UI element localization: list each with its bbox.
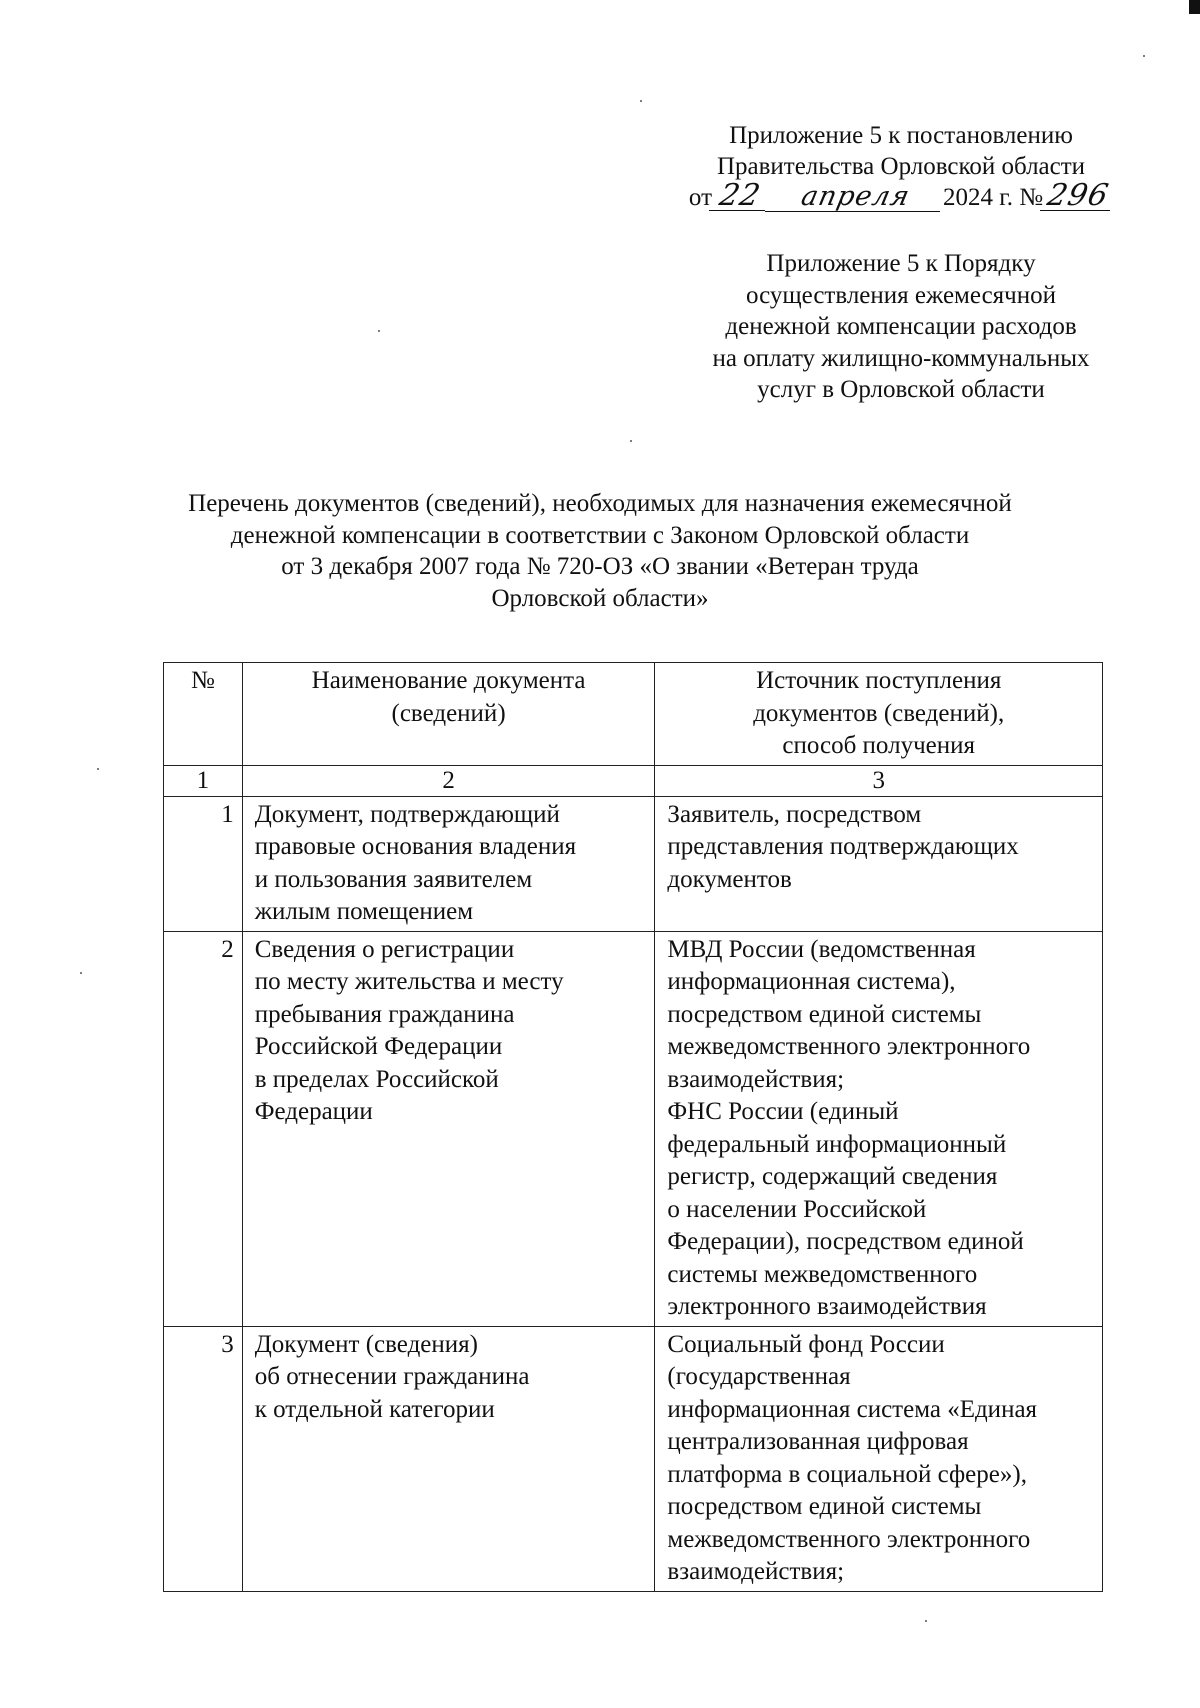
document-name-line: об отнесении гражданина [254, 1363, 530, 1390]
document-name-line: в пределах Российской [254, 1065, 499, 1093]
source-line: межведомственного электронного [667, 1525, 1031, 1553]
document-name-cell [242, 931, 655, 1326]
source-line: (государственная [667, 1363, 851, 1390]
header-text: способ получения [782, 732, 976, 759]
column-number: 3 [655, 765, 1103, 796]
appendix-line: на оплату жилищно-коммунальных [712, 344, 1090, 372]
handwritten-number: 296 [1040, 182, 1116, 211]
table-row [164, 931, 1103, 1326]
scan-speck [378, 330, 380, 332]
source-line: информационная система), [667, 968, 956, 995]
source-line: межведомственного электронного [667, 1033, 1031, 1060]
title-line: Перечень документов (сведений), необходимых для назначения ежемесячной [188, 490, 1012, 517]
document-name-line: жилым помещением [254, 898, 474, 925]
source-line: взаимодействия; [667, 1065, 845, 1093]
table-row [164, 796, 1103, 931]
resolution-header [686, 120, 1116, 213]
header-text: Наименование документа [311, 667, 586, 694]
source-line: электронного взаимодействия [667, 1293, 987, 1320]
appendix-line: денежной компенсации расходов [725, 313, 1077, 340]
appendix-header [686, 248, 1116, 406]
scan-speck [80, 972, 82, 974]
source-line: посредством единой системы [667, 1493, 982, 1520]
header-line-2: Правительства Орловской области [716, 153, 1086, 180]
header-source [655, 663, 1103, 766]
source-line: представления подтверждающих [667, 833, 1019, 860]
row-number: 3 [164, 1326, 243, 1591]
table-row [164, 1326, 1103, 1591]
source-line: Социальный фонд России [667, 1330, 945, 1358]
row-number: 1 [164, 796, 243, 931]
document-name-line: к отдельной категории [254, 1395, 495, 1423]
document-name-line: пребывания гражданина [254, 1000, 515, 1028]
source-line: Федерации), посредством единой [667, 1228, 1024, 1255]
column-number-row [164, 765, 1103, 796]
document-name-line: Документ, подтверждающий [254, 800, 560, 828]
scan-speck [640, 100, 642, 102]
source-line: централизованная цифровая [667, 1428, 969, 1455]
appendix-line: Приложение 5 к Порядку [766, 250, 1036, 277]
source-cell [655, 796, 1103, 931]
source-line: взаимодействия; [667, 1558, 845, 1585]
appendix-line: услуг в Орловской области [757, 376, 1045, 403]
source-line: системы межведомственного [667, 1260, 978, 1288]
table-body [164, 796, 1103, 1591]
source-cell [655, 1326, 1103, 1591]
source-line: о населении Российской [667, 1195, 927, 1223]
header-text: Источник поступления [756, 667, 1002, 694]
title-line: денежной компенсации в соответствии с Законом Орловской области [230, 521, 970, 549]
source-line: федеральный информационный [667, 1130, 1007, 1158]
appendix-line: осуществления ежемесячной [745, 281, 1057, 309]
source-line: платформа в социальной сфере»), [667, 1460, 1027, 1488]
title-line: Орловской области» [491, 584, 709, 612]
header-line-1: Приложение 5 к постановлению [729, 122, 1073, 149]
column-number: 1 [164, 765, 243, 796]
scan-speck [630, 440, 632, 442]
scan-speck [97, 768, 99, 770]
source-line: ФНС России (единый [667, 1098, 899, 1125]
header-date-line [686, 178, 1116, 213]
document-name-line: правовые основания владения [254, 833, 577, 860]
from-label: от [688, 184, 713, 211]
scan-speck [1143, 55, 1145, 57]
row-number: 2 [164, 931, 243, 1326]
header-text: (сведений) [391, 699, 506, 727]
header-number: № [164, 663, 243, 766]
source-line: документов [667, 865, 792, 893]
document-name-line: по месту жительства и месту [254, 968, 564, 995]
title-line: от 3 декабря 2007 года № 720-ОЗ «О звании «Ветеран труда [281, 553, 919, 580]
document-title [150, 488, 1050, 614]
document-name-line: Российской Федерации [254, 1033, 503, 1060]
document-name-line: Сведения о регистрации [254, 935, 515, 963]
document-name-cell [242, 796, 655, 931]
document-name-line: и пользования заявителем [254, 865, 533, 893]
source-line: информационная система «Единая [667, 1395, 1038, 1423]
handwritten-day: 22 [709, 182, 771, 211]
source-line: регистр, содержащий сведения [667, 1163, 998, 1190]
scan-speck [925, 1620, 927, 1622]
handwritten-month: апреля [765, 183, 946, 212]
document-name-line: Федерации [254, 1098, 373, 1125]
header-document-name [242, 663, 655, 766]
documents-table [163, 662, 1103, 1592]
source-line: посредством единой системы [667, 1000, 982, 1028]
document-name-line: Документ (сведения) [254, 1330, 478, 1358]
document-name-cell [242, 1326, 655, 1591]
table-header-row [164, 663, 1103, 766]
header-text: документов (сведений), [753, 699, 1005, 727]
source-line: МВД России (ведомственная [667, 935, 976, 963]
year-text: 2024 г. № [943, 184, 1044, 211]
source-line: Заявитель, посредством [667, 800, 922, 828]
source-cell [655, 931, 1103, 1326]
scan-corner-mark [1189, 0, 1200, 14]
column-number: 2 [242, 765, 655, 796]
